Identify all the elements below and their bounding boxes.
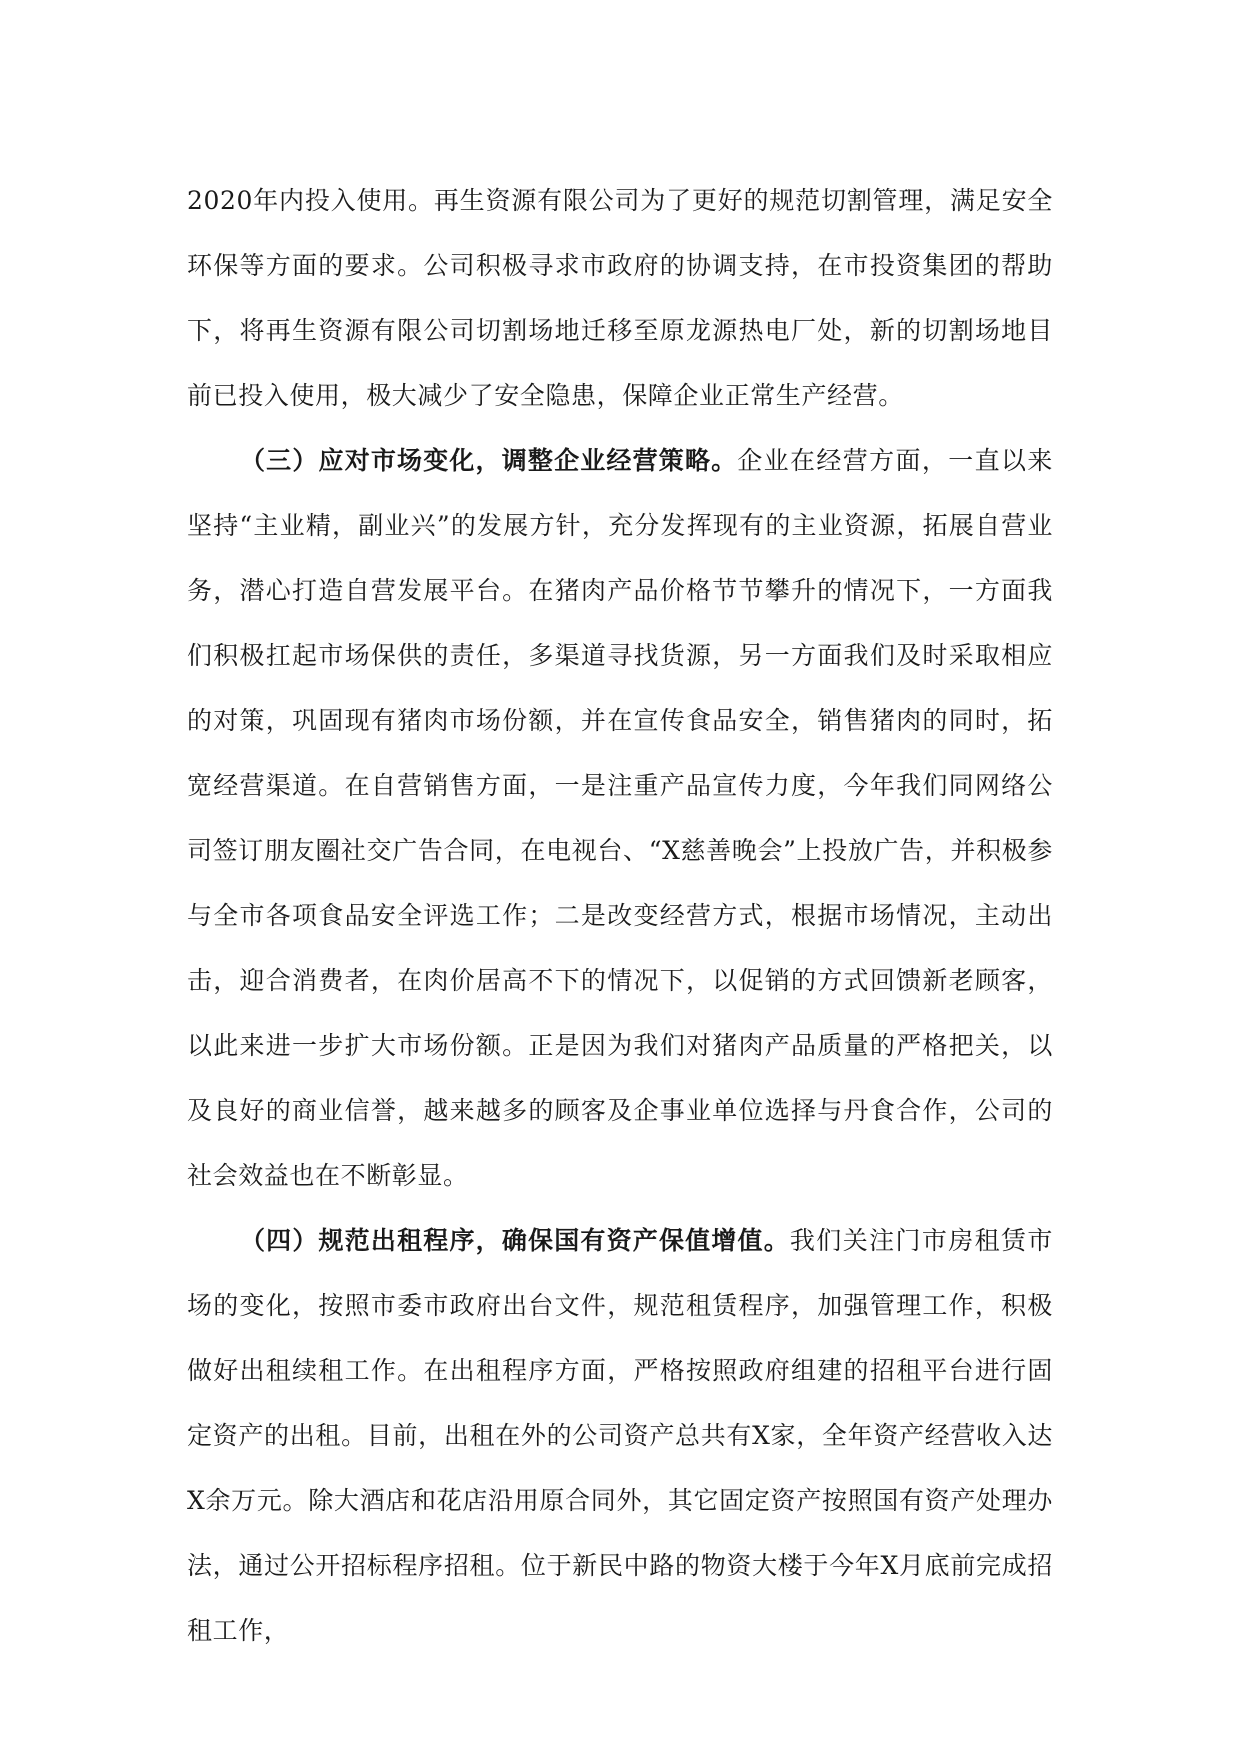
paragraph-text: 企业在经营方面，一直以来坚持“主业精，副业兴”的发展方针，充分发挥现有的主业资源，拓展自营业务，潜心打造自营发展平台。在猪肉产品价格节节攀升的情况下，一方面我们积极扛起市场保供的责任，多渠道寻找货源，另一方面我们及时采取相应的对策，巩固现有猪肉市场份额，并在宣传食品安全，销售猪肉的同时，拓宽经营渠道。在自营销售方面，一是注重产品宣传力度，今年我们同网络公司签订朋友圈社交广告合同，在电视台、“X慈善晚会”上投放广告，并积极参与全市各项食品安全评选工作；二是改变经营方式，根据市场情况，主动出击，迎合消费者，在肉价居高不下的情况下，以促销的方式回馈新老顾客，以此来进一步扩大市场份额。正是因为我们对猪肉产品质量的严格把关，以及良好的商业信誉，越来越多的顾客及企事业单位选择与丹食合作，公司的社会效益也在不断彰显。 [187,446,1054,1190]
section-heading: （四）规范出租程序，确保国有资产保值增值。 [240,1226,790,1255]
document-body [187,168,1053,1663]
paragraph-section-4 [187,1208,1053,1663]
paragraph-continued [187,168,1053,428]
paragraph-text: 我们关注门市房租赁市场的变化，按照市委市政府出台文件，规范租赁程序，加强管理工作，积极做好出租续租工作。在出租程序方面，严格按照政府组建的招租平台进行固定资产的出租。目前，出租在外的公司资产总共有X家，全年资产经营收入达X余万元。除大酒店和花店沿用原合同外，其它固定资产按照国有资产处理办法，通过公开招标程序招租。位于新民中路的物资大楼于今年X月底前完成招租工作， [187,1226,1053,1645]
section-heading: （三）应对市场变化，调整企业经营策略。 [240,446,738,475]
paragraph-text: 2020年内投入使用。再生资源有限公司为了更好的规范切割管理，满足安全环保等方面的要求。公司积极寻求市政府的协调支持，在市投资集团的帮助下，将再生资源有限公司切割场地迁移至原龙源热电厂处，新的切割场地目前已投入使用，极大减少了安全隐患，保障企业正常生产经营。 [187,186,1053,410]
paragraph-section-3 [187,428,1053,1208]
